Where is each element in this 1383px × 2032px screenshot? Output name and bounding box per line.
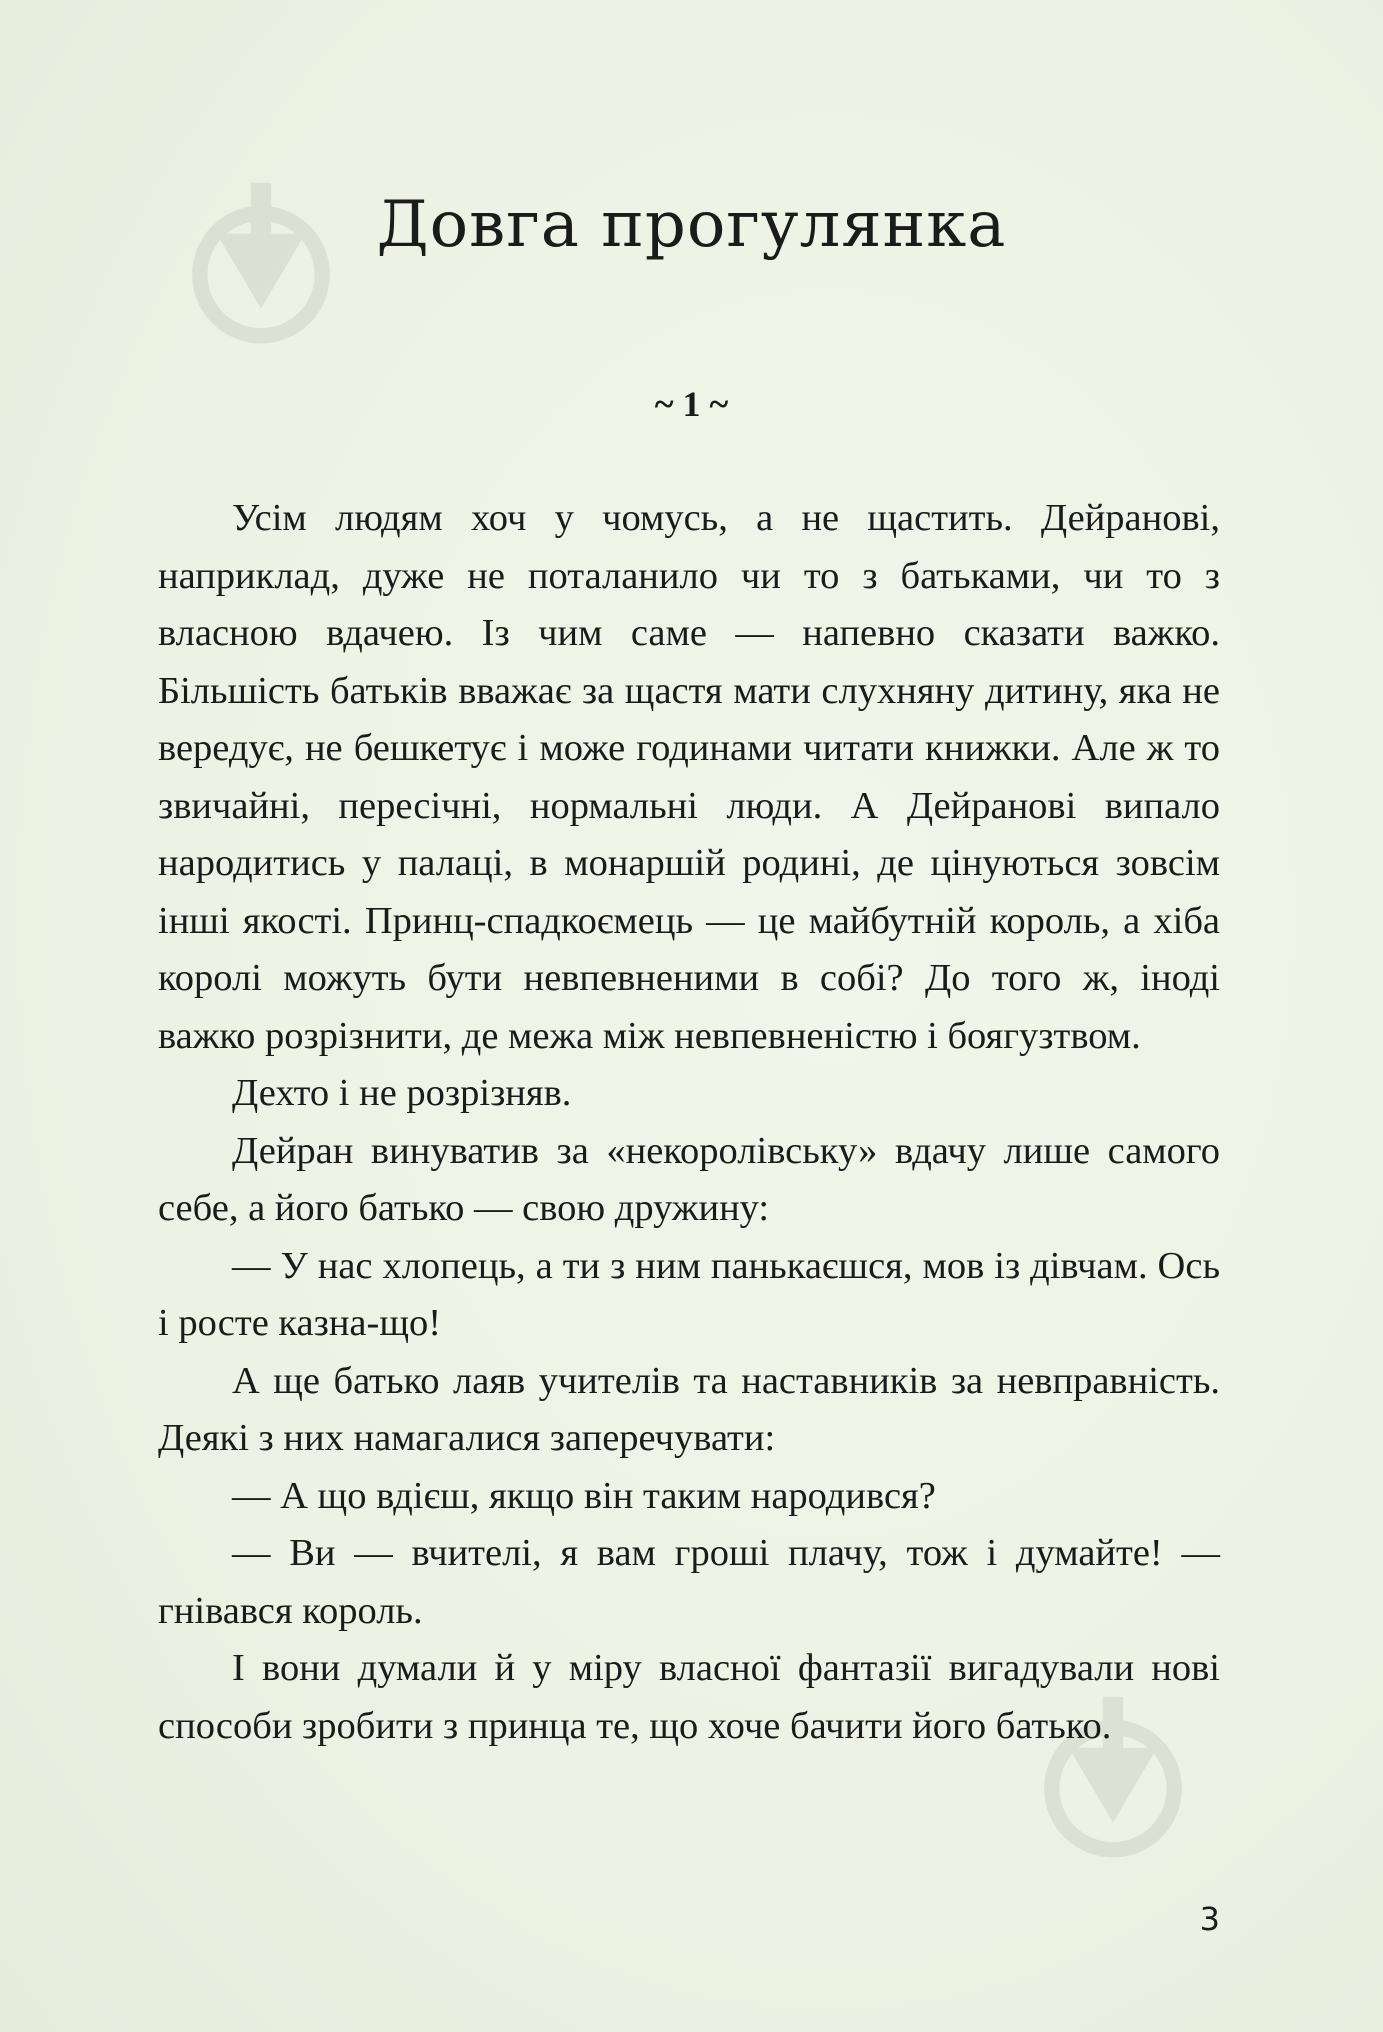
paragraph: Дейран винуватив за «некоролівську» вдачу лише самого себе, а його батько — свою дружину: (158, 1129, 1220, 1229)
chapter-number: ~ 1 ~ (654, 384, 729, 424)
dialogue-line: — Ви — вчителі, я вам гроші плачу, тож і думайте! — гнівався король. (158, 1532, 1220, 1632)
dialogue-line: — У нас хлопець, а ти з ним панькаєшся, мов із дівчам. Ось і росте казна-що! (158, 1244, 1220, 1344)
chapter-body (158, 490, 1220, 1755)
paragraph: Усім людям хоч у чомусь, а не щастить. Дейранові, наприклад, дуже не поталанило чи то з батьками, чи то з власною вдачею. Із чим саме — напевно сказати важко. Більшість батьків вважає за щастя мати слухняну дитину, яка не вередує, не бешкетує і може годинами читати книжки. Але ж то звичайні, пересічні, нормальні люди. А Дейранові випало народитись у палаці, в монаршій родині, де цінуються зовсім інші якості. Принц-спадкоємець — це майбутній король, а хіба королі можуть бути невпевненими в собі? До того ж, іноді важко розрізнити, де межа між невпевненістю і боягузтвом. (158, 497, 1220, 1057)
chapter-title: Довга прогулянка (376, 188, 1007, 262)
paragraph: І вони думали й у міру власної фантазії вигадували нові способи зробити з принца те, що хоче бачити його батько. (158, 1647, 1220, 1747)
paragraph: А ще батько лаяв учителів та наставників за невправність. Деякі з них намагалися заперечувати: (158, 1359, 1220, 1459)
dialogue-line: — А що вдієш, якщо він таким народився? (232, 1474, 936, 1517)
page-number: 3 (1199, 1900, 1220, 1938)
paragraph: Дехто і не розрізняв. (232, 1072, 572, 1114)
